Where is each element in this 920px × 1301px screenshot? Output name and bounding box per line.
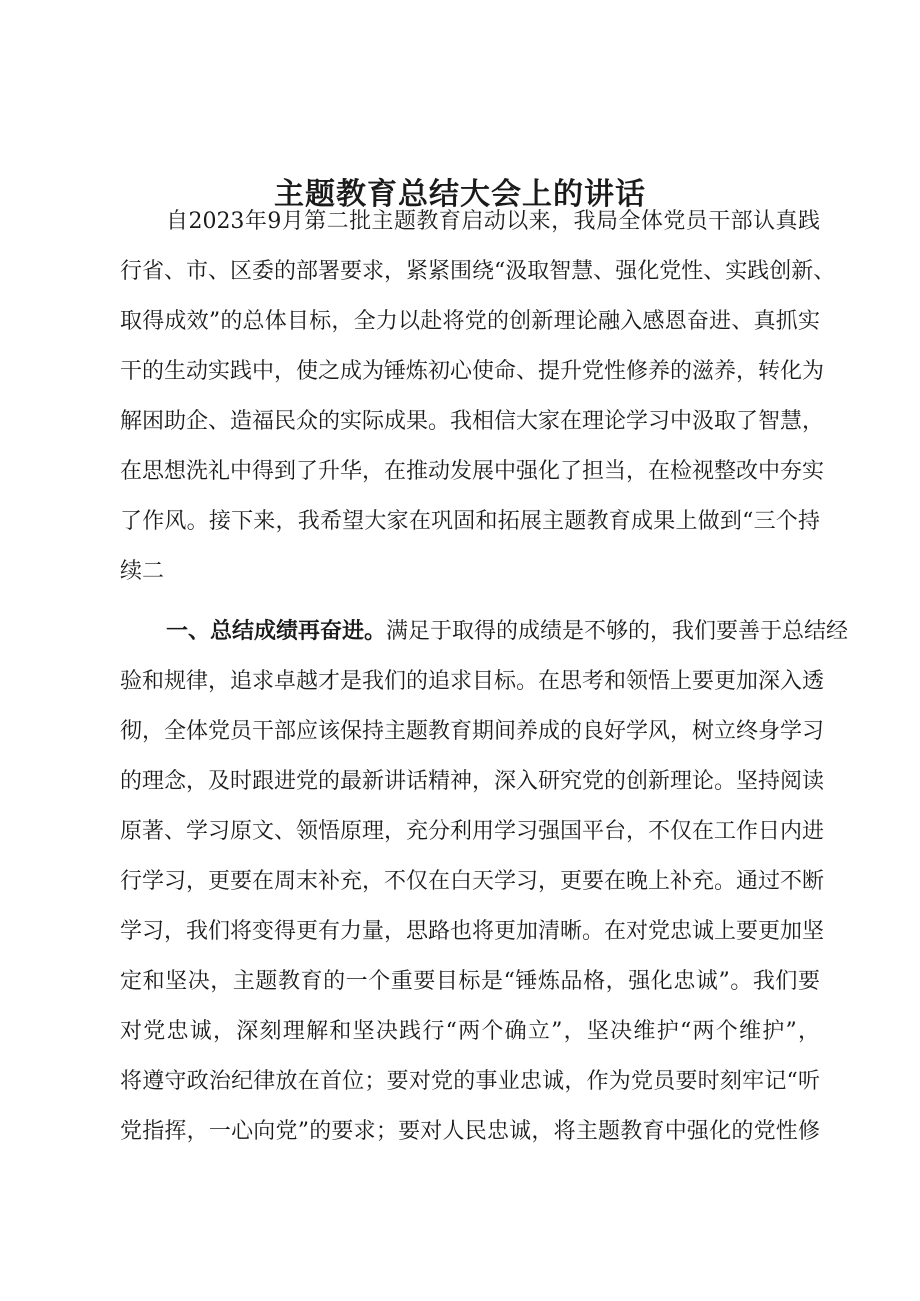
section-1-heading: 一、总结成绩再奋进。 <box>166 619 387 644</box>
paragraph-1-line: 续二 <box>120 559 165 584</box>
paragraph-1-line: 解困助企、造福民众的实际成果。我相信大家在理论学习中汲取了智慧， <box>120 409 825 434</box>
paragraph-1-line: 了作风。接下来，我希望大家在巩固和拓展主题教育成果上做到“三个持 <box>120 509 820 534</box>
section-1-line: 定和坚决，主题教育的一个重要目标是“锤炼品格，强化忠诚”。我们要 <box>120 969 820 994</box>
section-1-line: 行学习，更要在周末补充，不仅在白天学习，更要在晚上补充。通过不断 <box>120 869 825 894</box>
paragraph-1-line: 自2023年9月第二批主题教育启动以来，我局全体党员干部认真践 <box>166 209 820 234</box>
document-title: 主题教育总结大会上的讲话 <box>274 177 646 212</box>
section-1-line: 对党忠诚，深刻理解和坚决践行“两个确立”，坚决维护“两个维护”， <box>120 1019 820 1044</box>
section-1-line: 验和规律，追求卓越才是我们的追求目标。在思考和领悟上要更加深入透 <box>120 669 825 694</box>
section-1-line: 的理念，及时跟进党的最新讲话精神，深入研究党的创新理论。坚持阅读 <box>120 769 825 794</box>
section-1-line: 将遵守政治纪律放在首位；要对党的事业忠诚，作为党员要时刻牢记“听 <box>120 1069 820 1094</box>
paragraph-1-line: 行省、市、区委的部署要求，紧紧围绕“汲取智慧、强化党性、实践创新、 <box>120 259 836 284</box>
section-1-first-line <box>166 617 849 647</box>
section-1-line: 彻，全体党员干部应该保持主题教育期间养成的良好学风，树立终身学习 <box>120 719 825 744</box>
section-1-first-line-text: 满足于取得的成绩是不够的，我们要善于总结经 <box>386 619 849 644</box>
paragraph-1-line: 干的生动实践中，使之成为锤炼初心使命、提升党性修养的滋养，转化为 <box>120 359 825 384</box>
section-1-line: 原著、学习原文、领悟原理，充分利用学习强国平台，不仅在工作日内进 <box>120 819 825 844</box>
section-1-line: 党指挥，一心向党”的要求；要对人民忠诚，将主题教育中强化的党性修 <box>120 1119 820 1144</box>
paragraph-1-line: 在思想洗礼中得到了升华，在推动发展中强化了担当，在检视整改中夯实 <box>120 459 825 484</box>
section-1-line: 学习，我们将变得更有力量，思路也将更加清晰。在对党忠诚上要更加坚 <box>120 919 825 944</box>
paragraph-1-line: 取得成效”的总体目标，全力以赴将党的创新理论融入感恩奋进、真抓实 <box>120 309 820 334</box>
